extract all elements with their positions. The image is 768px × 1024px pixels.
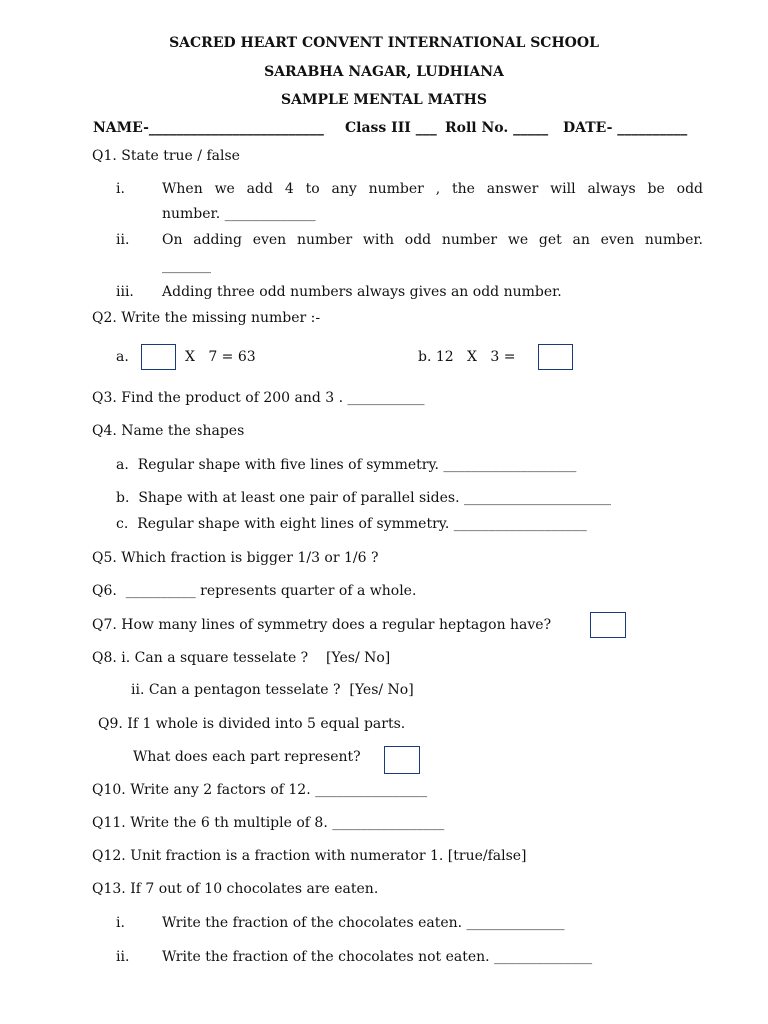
q1-i-number: i. (116, 181, 125, 197)
q2-a-label: a. (116, 349, 129, 365)
q1-i-text: When we add 4 to any number , the answer will always be odd (162, 181, 703, 197)
q9-subquestion: What does each part represent? (133, 749, 361, 765)
school-address: SARABHA NAGAR, LUDHIANA (264, 64, 504, 80)
q12-text: Q12. Unit fraction is a fraction with numerator 1. [true/false] (92, 848, 527, 864)
q10-text: Q10. Write any 2 factors of 12. ________________ (92, 782, 428, 798)
q13-i-number: i. (116, 915, 125, 931)
q5-text: Q5. Which fraction is bigger 1/3 or 1/6 ? (92, 550, 379, 566)
q13-ii-number: ii. (116, 949, 130, 965)
class-field: Class III ___ (345, 120, 437, 136)
q13-text: Q13. If 7 out of 10 chocolates are eaten. (92, 881, 379, 897)
q6-text: Q6. __________ represents quarter of a whole. (92, 583, 417, 599)
q3-text: Q3. Find the product of 200 and 3 . ___________ (92, 390, 425, 406)
q1-text: Q1. State true / false (92, 148, 240, 164)
q1-ii-text: On adding even number with odd number we get an even number. (162, 232, 703, 248)
q4-c: c. Regular shape with eight lines of symmetry. ___________________ (116, 516, 587, 532)
school-name: SACRED HEART CONVENT INTERNATIONAL SCHOOL (169, 35, 599, 51)
roll-field: Roll No. _____ (445, 120, 549, 136)
q11-text: Q11. Write the 6 th multiple of 8. ________________ (92, 815, 445, 831)
q2-a-answer-box (141, 344, 176, 370)
q9-text: Q9. If 1 whole is divided into 5 equal parts. (98, 716, 406, 732)
q13-ii-text: Write the fraction of the chocolates not eaten. ______________ (162, 949, 593, 965)
q8-i-text: Q8. i. Can a square tesselate ? [Yes/ No] (92, 650, 391, 666)
q1-i-continuation: number. _____________ (162, 206, 316, 222)
q4-a: a. Regular shape with five lines of symmetry. ___________________ (116, 457, 577, 473)
q7-answer-box (590, 612, 626, 638)
q7-text: Q7. How many lines of symmetry does a regular heptagon have? (92, 617, 552, 633)
q2-b-expression: b. 12 X 3 = (418, 349, 516, 365)
q2-b-answer-box (538, 344, 573, 370)
q1-ii-number: ii. (116, 232, 130, 248)
q1-iii-number: iii. (116, 284, 134, 300)
q1-iii-text: Adding three odd numbers always gives an odd number. (162, 284, 562, 300)
q4-b: b. Shape with at least one pair of parallel sides. _____________________ (116, 490, 611, 506)
page-title: SAMPLE MENTAL MATHS (281, 92, 487, 108)
q4-text: Q4. Name the shapes (92, 423, 245, 439)
q13-i-text: Write the fraction of the chocolates eaten. ______________ (162, 915, 565, 931)
q9-answer-box (384, 746, 420, 774)
date-field: DATE- __________ (563, 120, 688, 136)
q1-ii-continuation: _______ (162, 258, 211, 274)
q2-text: Q2. Write the missing number :- (92, 310, 321, 326)
q2-a-expression: X 7 = 63 (185, 349, 256, 365)
q8-ii-text: ii. Can a pentagon tesselate ? [Yes/ No] (131, 682, 414, 698)
name-field: NAME-_________________________ (93, 120, 324, 136)
